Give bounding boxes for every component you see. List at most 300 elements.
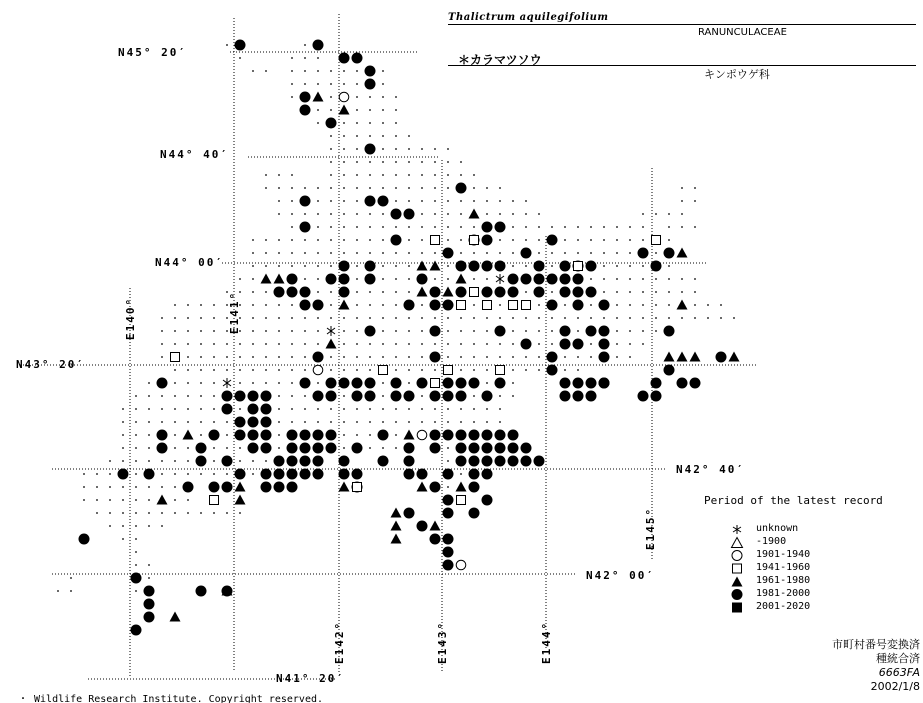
record-filled-circle bbox=[508, 274, 519, 285]
record-filled-circle bbox=[274, 456, 285, 467]
grid-point bbox=[564, 356, 566, 358]
grid-point bbox=[135, 499, 137, 501]
grid-point bbox=[694, 317, 696, 319]
grid-point bbox=[109, 499, 111, 501]
conversion-note: 市町村番号変換済 bbox=[832, 638, 920, 651]
record-filled-circle bbox=[157, 378, 168, 389]
legend bbox=[704, 494, 884, 614]
grid-point bbox=[538, 343, 540, 345]
grid-point bbox=[369, 187, 371, 189]
grid-point bbox=[148, 447, 150, 449]
record-filled-circle bbox=[651, 391, 662, 402]
grid-point bbox=[161, 486, 163, 488]
grid-point bbox=[486, 317, 488, 319]
legend-item-2001-2020 bbox=[704, 601, 884, 614]
grid-point bbox=[200, 343, 202, 345]
grid-point bbox=[577, 369, 579, 371]
grid-point bbox=[161, 512, 163, 514]
grid-point bbox=[304, 44, 306, 46]
grid-point bbox=[96, 486, 98, 488]
grid-point bbox=[525, 356, 527, 358]
grid-point bbox=[382, 395, 384, 397]
record-filled-circle bbox=[300, 92, 311, 103]
record-filled-circle bbox=[261, 391, 272, 402]
grid-point bbox=[603, 252, 605, 254]
grid-point bbox=[421, 408, 423, 410]
record-filled-circle bbox=[339, 53, 350, 64]
record-filled-circle bbox=[300, 300, 311, 311]
family-name: RANUNCULACEAE bbox=[698, 27, 787, 38]
grid-point bbox=[343, 317, 345, 319]
record-open-square bbox=[457, 496, 466, 505]
record-filled-circle bbox=[313, 391, 324, 402]
record-filled-circle bbox=[300, 456, 311, 467]
record-filled-circle bbox=[456, 261, 467, 272]
grid-point bbox=[226, 421, 228, 423]
grid-point bbox=[642, 239, 644, 241]
grid-point bbox=[642, 291, 644, 293]
grid-point bbox=[447, 161, 449, 163]
grid-point bbox=[382, 83, 384, 85]
grid-point bbox=[330, 135, 332, 137]
grid-point bbox=[343, 421, 345, 423]
record-filled-circle bbox=[300, 196, 311, 207]
record-filled-triangle bbox=[729, 352, 740, 362]
grid-point bbox=[590, 226, 592, 228]
record-filled-circle bbox=[391, 391, 402, 402]
grid-point bbox=[369, 343, 371, 345]
grid-point bbox=[590, 304, 592, 306]
grid-point bbox=[187, 395, 189, 397]
record-filled-circle bbox=[482, 261, 493, 272]
grid-point bbox=[421, 343, 423, 345]
grid-point bbox=[525, 265, 527, 267]
grid-point bbox=[655, 317, 657, 319]
grid-point bbox=[278, 317, 280, 319]
grid-point bbox=[395, 109, 397, 111]
grid-point bbox=[395, 434, 397, 436]
grid-point bbox=[460, 421, 462, 423]
grid-point bbox=[148, 421, 150, 423]
record-filled-circle bbox=[495, 443, 506, 454]
grid-point bbox=[343, 161, 345, 163]
grid-point bbox=[473, 356, 475, 358]
record-open-square bbox=[470, 288, 479, 297]
grid-point bbox=[460, 317, 462, 319]
grid-point bbox=[343, 343, 345, 345]
grid-point bbox=[434, 317, 436, 319]
grid-point bbox=[187, 317, 189, 319]
grid-point bbox=[369, 226, 371, 228]
grid-point bbox=[512, 317, 514, 319]
record-filled-circle bbox=[456, 456, 467, 467]
grid-point bbox=[343, 226, 345, 228]
grid-point bbox=[356, 226, 358, 228]
record-filled-circle bbox=[144, 469, 155, 480]
grid-point bbox=[200, 421, 202, 423]
grid-point bbox=[369, 239, 371, 241]
map-version: 6663FA bbox=[878, 666, 920, 679]
grid-point bbox=[538, 330, 540, 332]
lat-label-44-40: N44° 40′ bbox=[160, 148, 229, 161]
grid-point bbox=[447, 148, 449, 150]
grid-point bbox=[668, 213, 670, 215]
grid-point bbox=[447, 408, 449, 410]
record-filled-circle bbox=[157, 443, 168, 454]
grid-point bbox=[174, 473, 176, 475]
record-filled-circle bbox=[352, 53, 363, 64]
record-filled-circle bbox=[560, 326, 571, 337]
grid-point bbox=[382, 135, 384, 137]
record-filled-circle bbox=[430, 352, 441, 363]
record-filled-circle bbox=[118, 469, 129, 480]
record-filled-circle bbox=[560, 391, 571, 402]
record-filled-circle bbox=[391, 209, 402, 220]
lat-label-42-40: N42° 40′ bbox=[676, 463, 745, 476]
grid-point bbox=[291, 213, 293, 215]
grid-point bbox=[681, 213, 683, 215]
grid-point bbox=[369, 369, 371, 371]
grid-point bbox=[174, 330, 176, 332]
lon-label-144: E144° bbox=[540, 620, 553, 664]
grid-point bbox=[538, 239, 540, 241]
record-filled-circle bbox=[495, 326, 506, 337]
record-open-square bbox=[652, 236, 661, 245]
grid-point bbox=[681, 200, 683, 202]
grid-point bbox=[460, 369, 462, 371]
record-filled-circle bbox=[300, 222, 311, 233]
grid-point bbox=[343, 369, 345, 371]
grid-point bbox=[109, 525, 111, 527]
grid-point bbox=[395, 343, 397, 345]
grid-point bbox=[434, 174, 436, 176]
grid-point bbox=[252, 369, 254, 371]
record-open-square bbox=[496, 366, 505, 375]
record-filled-circle bbox=[547, 300, 558, 311]
grid-point bbox=[135, 421, 137, 423]
grid-point bbox=[473, 200, 475, 202]
grid-point bbox=[187, 473, 189, 475]
grid-point bbox=[161, 460, 163, 462]
grid-point bbox=[135, 564, 137, 566]
grid-point bbox=[161, 408, 163, 410]
grid-point bbox=[239, 460, 241, 462]
record-filled-triangle bbox=[235, 482, 246, 492]
record-filled-triangle bbox=[339, 482, 350, 492]
grid-point bbox=[213, 512, 215, 514]
grid-point bbox=[148, 395, 150, 397]
grid-point bbox=[278, 421, 280, 423]
record-filled-circle bbox=[521, 456, 532, 467]
grid-point bbox=[83, 486, 85, 488]
grid-point bbox=[434, 369, 436, 371]
grid-point bbox=[551, 265, 553, 267]
record-filled-circle bbox=[313, 456, 324, 467]
record-filled-triangle bbox=[677, 352, 688, 362]
grid-point bbox=[629, 226, 631, 228]
japanese-family: キンポウゲ科 bbox=[704, 68, 770, 81]
record-filled-circle bbox=[365, 261, 376, 272]
grid-point bbox=[317, 109, 319, 111]
grid-point bbox=[421, 239, 423, 241]
grid-point bbox=[499, 213, 501, 215]
grid-point bbox=[356, 200, 358, 202]
record-filled-triangle bbox=[391, 508, 402, 518]
grid-point bbox=[369, 434, 371, 436]
grid-point bbox=[421, 226, 423, 228]
grid-point bbox=[447, 187, 449, 189]
grid-point bbox=[499, 408, 501, 410]
grid-point bbox=[343, 252, 345, 254]
record-filled-circle bbox=[300, 378, 311, 389]
grid-point bbox=[538, 369, 540, 371]
record-filled-circle bbox=[326, 274, 337, 285]
grid-point bbox=[499, 356, 501, 358]
grid-point bbox=[239, 512, 241, 514]
grid-point bbox=[213, 473, 215, 475]
grid-point bbox=[382, 213, 384, 215]
grid-point bbox=[122, 499, 124, 501]
record-filled-circle bbox=[326, 391, 337, 402]
grid-point bbox=[421, 252, 423, 254]
record-filled-circle bbox=[560, 339, 571, 350]
record-filled-circle bbox=[495, 456, 506, 467]
grid-point bbox=[447, 421, 449, 423]
grid-point bbox=[681, 187, 683, 189]
grid-point bbox=[252, 382, 254, 384]
grid-point bbox=[291, 408, 293, 410]
grid-point bbox=[135, 512, 137, 514]
grid-point bbox=[395, 226, 397, 228]
grid-point bbox=[408, 226, 410, 228]
record-filled-circle bbox=[456, 443, 467, 454]
grid-point bbox=[525, 330, 527, 332]
grid-point bbox=[330, 317, 332, 319]
grid-point bbox=[629, 239, 631, 241]
filled-circle-icon bbox=[730, 588, 744, 601]
grid-point bbox=[291, 382, 293, 384]
record-filled-triangle bbox=[417, 261, 428, 271]
grid-point bbox=[603, 226, 605, 228]
grid-point bbox=[616, 252, 618, 254]
legend-title: Period of the latest record bbox=[704, 494, 883, 507]
record-filled-circle bbox=[573, 300, 584, 311]
grid-point bbox=[616, 343, 618, 345]
legend-item-1941-1960 bbox=[704, 562, 884, 575]
grid-point bbox=[135, 590, 137, 592]
grid-point bbox=[356, 239, 358, 241]
grid-point bbox=[252, 252, 254, 254]
grid-point bbox=[538, 226, 540, 228]
record-filled-circle bbox=[521, 274, 532, 285]
lat-label-41-20: N41° 20′ bbox=[276, 672, 345, 685]
grid-point bbox=[486, 421, 488, 423]
lon-label-143: E143° bbox=[436, 620, 449, 664]
grid-point bbox=[174, 421, 176, 423]
record-filled-circle bbox=[248, 417, 259, 428]
grid-point bbox=[382, 70, 384, 72]
grid-point bbox=[239, 382, 241, 384]
grid-point bbox=[499, 395, 501, 397]
grid-point bbox=[304, 57, 306, 59]
grid-point bbox=[395, 265, 397, 267]
grid-point bbox=[317, 70, 319, 72]
grid-point bbox=[499, 421, 501, 423]
record-filled-circle bbox=[443, 248, 454, 259]
record-filled-circle bbox=[274, 469, 285, 480]
record-filled-circle bbox=[586, 391, 597, 402]
grid-point bbox=[512, 395, 514, 397]
grid-point bbox=[122, 512, 124, 514]
grid-point bbox=[356, 265, 358, 267]
grid-point bbox=[278, 356, 280, 358]
grid-point bbox=[577, 252, 579, 254]
record-filled-circle bbox=[521, 339, 532, 350]
record-filled-circle bbox=[456, 378, 467, 389]
grid-point bbox=[551, 330, 553, 332]
grid-point bbox=[174, 447, 176, 449]
grid-point bbox=[174, 512, 176, 514]
record-filled-triangle bbox=[417, 482, 428, 492]
copyright-notice: ・ Wildlife Research Institute. Copyright reserved. bbox=[18, 694, 324, 703]
grid-point bbox=[577, 239, 579, 241]
grid-point bbox=[304, 83, 306, 85]
grid-point bbox=[330, 291, 332, 293]
grid-point bbox=[551, 252, 553, 254]
record-filled-circle bbox=[144, 599, 155, 610]
grid-point bbox=[473, 252, 475, 254]
record-open-circle bbox=[313, 365, 323, 375]
grid-point bbox=[473, 408, 475, 410]
grid-point bbox=[525, 239, 527, 241]
grid-point bbox=[642, 278, 644, 280]
grid-point bbox=[486, 356, 488, 358]
grid-point bbox=[291, 226, 293, 228]
grid-point bbox=[122, 525, 124, 527]
grid-point bbox=[551, 317, 553, 319]
record-filled-triangle bbox=[274, 274, 285, 284]
grid-point bbox=[213, 460, 215, 462]
grid-point bbox=[382, 447, 384, 449]
grid-point bbox=[538, 356, 540, 358]
grid-point bbox=[122, 460, 124, 462]
grid-point bbox=[343, 395, 345, 397]
grid-point bbox=[343, 408, 345, 410]
grid-point bbox=[70, 577, 72, 579]
record-asterisk bbox=[496, 274, 504, 284]
grid-point bbox=[382, 278, 384, 280]
grid-point bbox=[278, 447, 280, 449]
grid-point bbox=[382, 174, 384, 176]
grid-point bbox=[226, 434, 228, 436]
grid-point bbox=[512, 343, 514, 345]
grid-point bbox=[356, 330, 358, 332]
grid-point bbox=[499, 252, 501, 254]
grid-point bbox=[512, 369, 514, 371]
grid-point bbox=[629, 343, 631, 345]
grid-point bbox=[278, 187, 280, 189]
grid-point bbox=[252, 291, 254, 293]
record-filled-circle bbox=[404, 391, 415, 402]
grid-point bbox=[694, 291, 696, 293]
grid-point bbox=[681, 278, 683, 280]
grid-point bbox=[265, 382, 267, 384]
grid-point bbox=[109, 460, 111, 462]
grid-point bbox=[408, 421, 410, 423]
grid-point bbox=[213, 369, 215, 371]
grid-point bbox=[486, 343, 488, 345]
record-filled-circle bbox=[365, 196, 376, 207]
grid-point bbox=[447, 356, 449, 358]
grid-point bbox=[291, 239, 293, 241]
record-filled-circle bbox=[586, 287, 597, 298]
grid-point bbox=[408, 135, 410, 137]
grid-point bbox=[174, 343, 176, 345]
record-filled-circle bbox=[469, 482, 480, 493]
grid-point bbox=[395, 304, 397, 306]
grid-point bbox=[668, 239, 670, 241]
record-filled-circle bbox=[313, 40, 324, 51]
record-open-square bbox=[431, 379, 440, 388]
record-filled-circle bbox=[261, 404, 272, 415]
grid-point bbox=[577, 330, 579, 332]
grid-point bbox=[317, 252, 319, 254]
grid-point bbox=[317, 408, 319, 410]
grid-point bbox=[226, 473, 228, 475]
grid-point bbox=[57, 590, 59, 592]
grid-point bbox=[330, 239, 332, 241]
grid-point bbox=[200, 304, 202, 306]
grid-point bbox=[317, 83, 319, 85]
grid-point bbox=[83, 473, 85, 475]
grid-point bbox=[564, 304, 566, 306]
grid-point bbox=[382, 317, 384, 319]
grid-point bbox=[382, 239, 384, 241]
record-filled-circle bbox=[560, 378, 571, 389]
grid-point bbox=[447, 460, 449, 462]
processing-notes bbox=[832, 638, 920, 694]
grid-point bbox=[512, 239, 514, 241]
grid-point bbox=[213, 421, 215, 423]
grid-point bbox=[330, 161, 332, 163]
grid-point bbox=[668, 265, 670, 267]
record-open-square bbox=[509, 301, 518, 310]
grid-point bbox=[382, 356, 384, 358]
grid-point bbox=[408, 291, 410, 293]
grid-point bbox=[356, 174, 358, 176]
record-filled-circle bbox=[287, 482, 298, 493]
record-filled-triangle bbox=[690, 352, 701, 362]
record-filled-circle bbox=[144, 586, 155, 597]
grid-point bbox=[317, 421, 319, 423]
grid-point bbox=[421, 395, 423, 397]
record-filled-circle bbox=[209, 430, 220, 441]
grid-point bbox=[265, 265, 267, 267]
grid-point bbox=[356, 135, 358, 137]
grid-point bbox=[174, 382, 176, 384]
record-filled-circle bbox=[560, 287, 571, 298]
grid-point bbox=[174, 395, 176, 397]
record-filled-circle bbox=[443, 300, 454, 311]
grid-point bbox=[278, 174, 280, 176]
grid-point bbox=[655, 304, 657, 306]
grid-point bbox=[382, 122, 384, 124]
record-filled-circle bbox=[365, 66, 376, 77]
grid-point bbox=[382, 343, 384, 345]
record-asterisk bbox=[223, 378, 231, 388]
grid-point bbox=[291, 330, 293, 332]
open-triangle-icon bbox=[730, 536, 744, 549]
